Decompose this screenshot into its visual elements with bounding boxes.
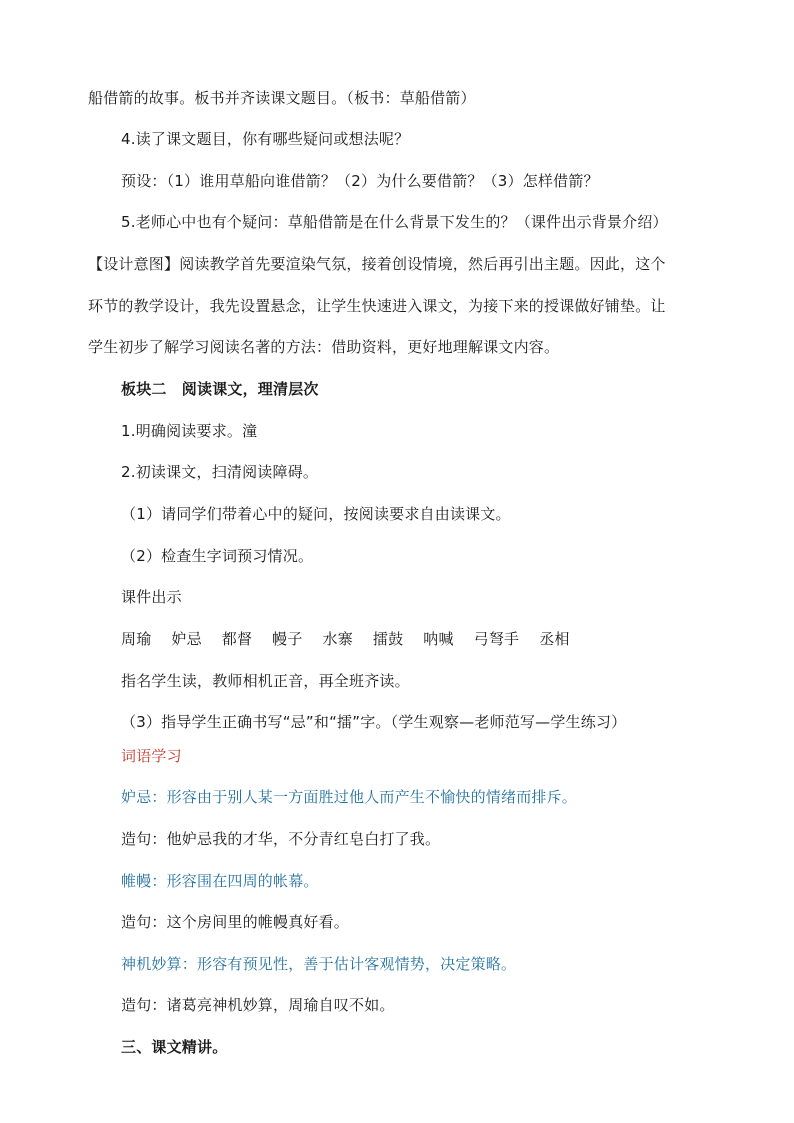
example-sentence-weiman: 造句：这个房间里的帷幔真好看。 [121,913,350,931]
section-heading-3: 三、课文精讲。 [121,1038,228,1056]
question-4: 4.读了课文题目，你有哪些疑问或想法呢？ [121,130,410,148]
design-intent-line-1: 【设计意图】阅读教学首先要渲染气氛，接着创设情境，然后再引出主题。因此，这个 [88,255,666,273]
design-intent-line-2: 环节的教学设计，我先设置悬念，让学生快速进入课文，为接下来的授课做好铺垫。让 [88,297,666,315]
vocab-word: 丞相 [539,630,570,648]
vocab-study-heading: 词语学习 [121,747,182,765]
vocab-word: 水寨 [322,630,353,648]
preset-answers: 预设：（1）谁用草船向谁借箭？（2）为什么要借箭？（3）怎样借箭？ [121,172,599,190]
substep-1: （1）请同学们带着心中的疑问，按阅读要求自由读课文。 [121,505,511,523]
design-intent-line-3: 学生初步了解学习阅读名著的方法：借助资料，更好地理解课文内容。 [88,338,560,356]
definition-weiman: 帷幔：形容围在四周的帐幕。 [121,872,319,890]
vocab-word: 幔子 [272,630,303,648]
vocab-word: 都督 [221,630,253,648]
paragraph-line: 船借箭的故事。板书并齐读课文题目。（板书：草船借箭） [88,89,476,107]
example-sentence-shenjimiaosuan: 造句：诸葛亮神机妙算，周瑜自叹不如。 [121,996,395,1014]
definition-shenjimiaosuan: 神机妙算：形容有预见性，善于估计客观情势，决定策略。 [121,955,517,973]
substep-3: （3）指导学生正确书写“忌”和“擂”字。（学生观察—老师范写—学生练习） [121,713,627,731]
vocab-word: 呐喊 [423,630,454,648]
vocab-word: 擂鼓 [372,630,404,648]
example-sentence-jidu: 造句：他妒忌我的才华，不分青红皂白打了我。 [121,830,441,848]
vocab-word: 周瑜 [121,630,152,648]
vocab-word-list [121,628,570,650]
section-heading-2: 板块二 阅读课文，理清层次 [121,380,319,398]
definition-jidu: 妒忌：形容由于别人某一方面胜过他人而产生不愉快的情绪而排斥。 [121,788,578,806]
step-2: 2.初读课文，扫清阅读障碍。 [121,463,319,481]
step-1: 1.明确阅读要求。潼 [121,422,258,440]
substep-2: （2）检查生字词预习情况。 [121,547,314,565]
courseware-label: 课件出示 [121,588,182,606]
reading-instruction: 指名学生读，教师相机正音，再全班齐读。 [121,672,410,690]
vocab-word: 妒忌 [171,630,202,648]
question-5: 5.老师心中也有个疑问：草船借箭是在什么背景下发生的？（课件出示背景介绍） [121,213,668,231]
vocab-word: 弓弩手 [473,630,520,648]
